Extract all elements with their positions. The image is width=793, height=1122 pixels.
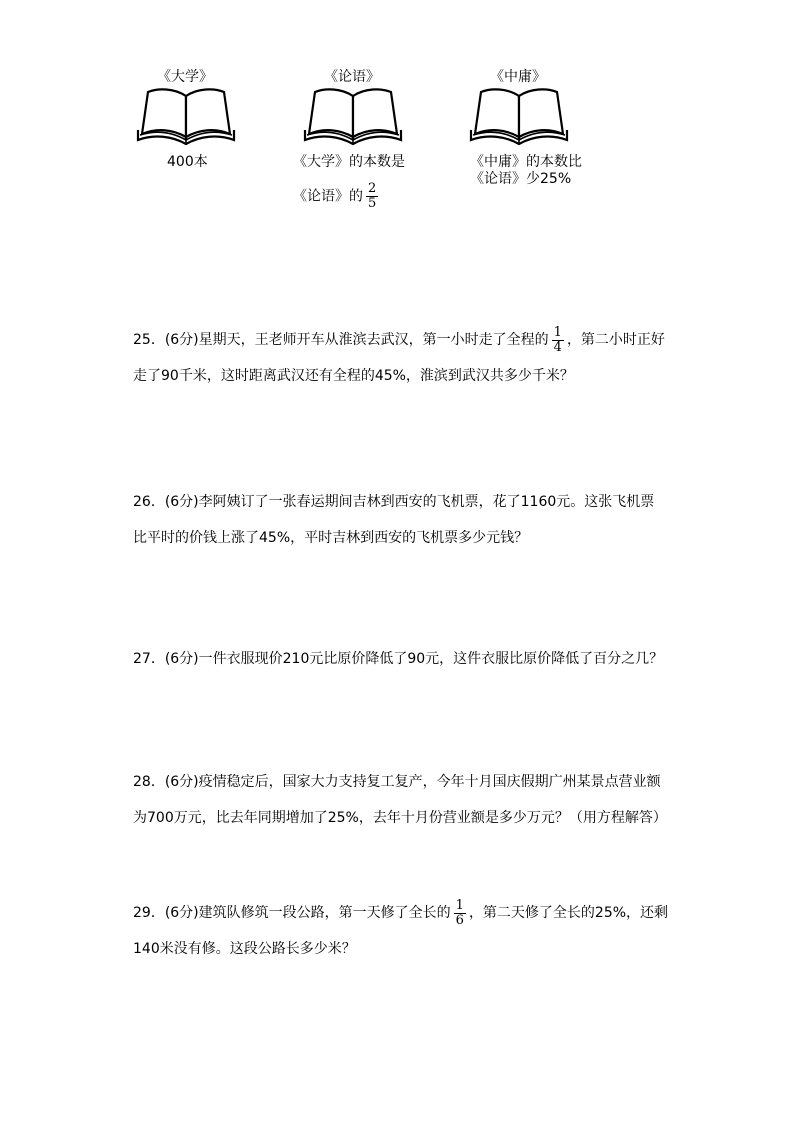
question-line: 为700万元，比去年同期增加了25%，去年十月份营业额是多少万元？（用方程解答）: [133, 810, 667, 826]
question-29: [133, 895, 673, 967]
book-title-daxue: 《大学》: [157, 69, 213, 85]
question-line: 比平时的价钱上涨了45%，平时吉林到西安的飞机票多少元钱？: [133, 530, 529, 546]
question-line: 27．(6分)一件衣服现价210元比原价降低了90元，这件衣服比原价降低了百分之几？: [133, 651, 664, 667]
question-line: 26．(6分)李阿姨订了一张春运期间吉林到西安的飞机票，花了1160元。这张飞机票: [133, 494, 655, 510]
question-text: ，第二小时正好: [566, 332, 665, 348]
question-line: 走了90千米，这时距离武汉还有全程的45%，淮滨到武汉共多少千米？: [133, 368, 574, 384]
question-26: [133, 484, 673, 556]
question-text: 25．(6分)星期天，王老师开车从淮滨去武汉，第一小时走了全程的: [133, 332, 549, 348]
question-line: 28．(6分)疫情稳定后，国家大力支持复工复产，今年十月国庆假期广州某景点营业额: [133, 774, 661, 790]
question-25: [133, 322, 673, 394]
book-caption-lunyu-line1: 《大学》的本数是: [293, 154, 405, 170]
question-text: 29．(6分)建筑队修筑一段公路，第一天修了全长的: [133, 905, 451, 921]
book-caption-zhongyong-line1: 《中庸》的本数比: [470, 154, 582, 170]
question-line: 140米没有修。这段公路长多少米？: [133, 941, 356, 957]
question-text: ，第二天修了全长的25%，还剩: [468, 905, 669, 921]
book-caption-daxue: 400本: [167, 154, 208, 170]
open-book-icon: [303, 84, 403, 146]
fraction: [454, 899, 466, 928]
fraction-denominator: 5: [368, 196, 377, 211]
caption-text: 《论语》的: [293, 188, 363, 205]
book-caption-zhongyong-line2: 《论语》少25%: [470, 171, 572, 187]
book-title-lunyu: 《论语》: [324, 69, 380, 85]
open-book-icon: [136, 84, 236, 146]
fraction-numerator: 1: [553, 324, 562, 340]
fraction: [552, 326, 564, 355]
question-28: [133, 764, 673, 836]
fraction-numerator: 2: [368, 181, 377, 196]
book-title-zhongyong: 《中庸》: [490, 69, 546, 85]
fraction-numerator: 1: [455, 897, 464, 913]
fraction-denominator: 4: [553, 339, 562, 355]
book-caption-lunyu-line2: [293, 182, 381, 211]
fraction-denominator: 6: [455, 912, 464, 928]
question-line: [133, 322, 673, 358]
fraction: [366, 182, 378, 211]
question-27: [133, 641, 673, 677]
question-line: [133, 895, 673, 931]
open-book-icon: [469, 84, 569, 146]
